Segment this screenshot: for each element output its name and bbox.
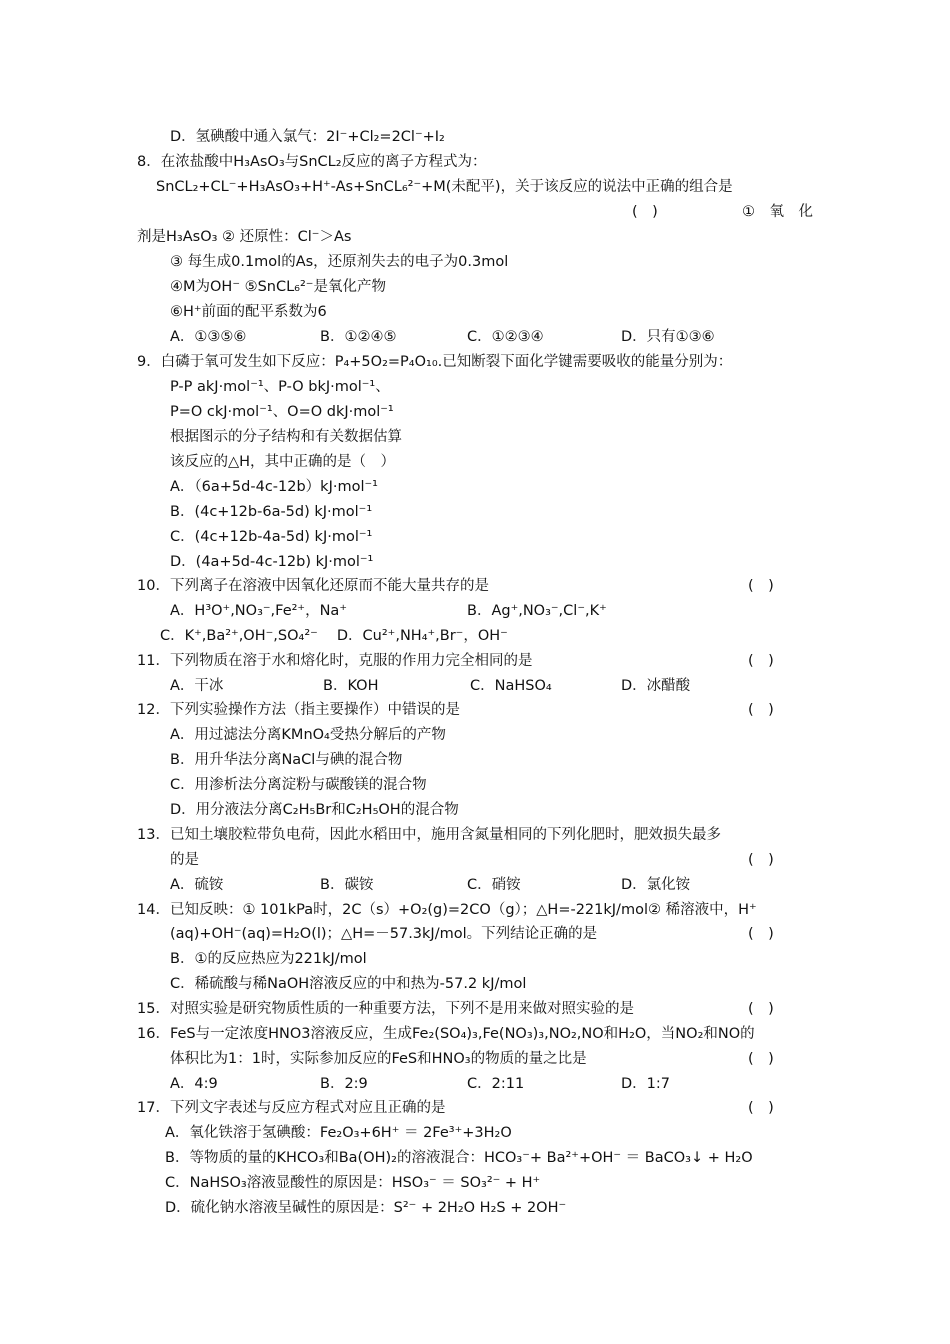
q16-option-d: D．1:7: [621, 1076, 671, 1092]
question-17: 17．下列文字表述与反应方程式对应且正确的是: [137, 1100, 446, 1116]
q16-answer-paren: ( ): [748, 1051, 774, 1067]
q12-answer-paren: ( ): [748, 702, 774, 718]
q10-answer-paren: ( ): [748, 578, 774, 594]
q11-option-b: B．KOH: [323, 678, 379, 694]
q8-option-d: D．只有①③⑥: [621, 329, 715, 345]
question-14-cont: (aq)+OH⁻(aq)=H₂O(l)；△H=－57.3kJ/mol。下列结论正确的是: [170, 926, 598, 942]
question-13-cont: 的是: [170, 852, 199, 868]
q8-equation: SnCL₂+CL⁻+H₃AsO₃+H⁺-As+SnCL₆²⁻+M(未配平)，关于该反应的说法中正确的组合是: [156, 179, 733, 195]
q14-answer-paren: ( ): [748, 926, 774, 942]
q9-option-a: A．（6a+5d-4c-12b）kJ·mol⁻¹: [170, 479, 378, 495]
q15-answer-paren: ( ): [748, 1001, 774, 1017]
q8-option-c: C．①②③④: [467, 329, 544, 345]
question-16-cont: 体积比为1：1时，实际参加反应的FeS和HNO₃的物质的量之比是: [170, 1051, 587, 1067]
question-15: 15．对照实验是研究物质性质的一种重要方法，下列不是用来做对照实验的是: [137, 1001, 634, 1017]
question-9: 9．白磷于氧可发生如下反应：P₄+5O₂=P₄O₁₀.已知断裂下面化学键需要吸收的能量分别为：: [137, 354, 733, 370]
q16-option-c: C．2:11: [467, 1076, 525, 1092]
question-13: 13．已知土壤胶粒带负电荷，因此水稻田中，施用含氮量相同的下列化肥时，肥效损失最多: [137, 827, 721, 843]
q8-statement-2: 剂是H₃AsO₃ ② 还原性：Cl⁻＞As: [137, 229, 352, 245]
q8-option-a: A．①③⑤⑥: [170, 329, 247, 345]
q10-option-b: B．Ag⁺,NO₃⁻,Cl⁻,K⁺: [467, 603, 607, 619]
q8-statement-4-5: ④M为OH⁻ ⑤SnCL₆²⁻是氧化产物: [170, 279, 386, 295]
question-8: 8．在浓盐酸中H₃AsO₃与SnCL₂反应的离子方程式为：: [137, 154, 487, 170]
q17-option-c: C．NaHSO₃溶液显酸性的原因是：HSO₃⁻ ＝ SO₃²⁻ + H⁺: [165, 1175, 541, 1191]
line-q7-option-d: D．氢碘酸中通入氯气：2I⁻+Cl₂=2Cl⁻+I₂: [170, 129, 445, 145]
q11-option-c: C．NaHSO₄: [470, 678, 552, 694]
q17-answer-paren: ( ): [748, 1100, 774, 1116]
q12-option-c: C．用渗析法分离淀粉与碳酸镁的混合物: [170, 777, 427, 793]
q11-option-d: D．冰醋酸: [621, 678, 691, 694]
q17-option-b: B．等物质的量的KHCO₃和Ba(OH)₂的溶液混合：HCO₃⁻+ Ba²⁺+OH⁻ ＝ BaCO₃↓ + H₂O: [165, 1150, 753, 1166]
q9-bond-energy-1: P-P akJ·mol⁻¹、P-O bkJ·mol⁻¹、: [170, 379, 390, 395]
q8-option-b: B．①②④⑤: [320, 329, 397, 345]
q14-option-c: C．稀硫酸与稀NaOH溶液反应的中和热为-57.2 kJ/mol: [170, 976, 527, 992]
q17-option-a: A．氧化铁溶于氢碘酸：Fe₂O₃+6H⁺ ＝ 2Fe³⁺+3H₂O: [165, 1125, 512, 1141]
question-11: 11．下列物质在溶于水和熔化时，克服的作用力完全相同的是: [137, 653, 533, 669]
q9-text-1: 根据图示的分子结构和有关数据估算: [170, 429, 402, 445]
q12-option-a: A．用过滤法分离KMnO₄受热分解后的产物: [170, 727, 446, 743]
question-14: 14．已知反映：① 101kPa时，2C（s）+O₂(g)=2CO（g）；△H=-221kJ/mol② 稀溶液中，H⁺: [137, 902, 757, 918]
q8-statement-6: ⑥H⁺前面的配平系数为6: [170, 304, 327, 320]
q8-statement-1: ① 氧 化: [742, 204, 813, 220]
question-12: 12．下列实验操作方法（指主要操作）中错误的是: [137, 702, 460, 718]
q13-option-c: C．硝铵: [467, 877, 521, 893]
q10-option-a: A．H³O⁺,NO₃⁻,Fe²⁺，Na⁺: [170, 603, 347, 619]
q9-bond-energy-2: P=O ckJ·mol⁻¹、O=O dkJ·mol⁻¹: [170, 404, 394, 420]
q12-option-d: D．用分液法分离C₂H₅Br和C₂H₅OH的混合物: [170, 802, 459, 818]
q16-option-b: B．2:9: [320, 1076, 368, 1092]
question-10: 10．下列离子在溶液中因氧化还原而不能大量共存的是: [137, 578, 489, 594]
q9-option-b: B．(4c+12b-6a-5d) kJ·mol⁻¹: [170, 504, 373, 520]
q13-option-a: A．硫铵: [170, 877, 224, 893]
q13-option-d: D．氯化铵: [621, 877, 691, 893]
q9-option-d: D．(4a+5d-4c-12b) kJ·mol⁻¹: [170, 554, 374, 570]
q11-option-a: A．干冰: [170, 678, 224, 694]
q16-option-a: A．4:9: [170, 1076, 218, 1092]
q9-option-c: C．(4c+12b-4a-5d) kJ·mol⁻¹: [170, 529, 373, 545]
q12-option-b: B．用升华法分离NaCl与碘的混合物: [170, 752, 403, 768]
q13-option-b: B．碳铵: [320, 877, 374, 893]
q11-answer-paren: ( ): [748, 653, 774, 669]
q8-statement-3: ③ 每生成0.1mol的As，还原剂失去的电子为0.3mol: [170, 254, 509, 270]
q8-answer-paren: ( ): [632, 204, 658, 220]
q17-option-d: D．硫化钠水溶液呈碱性的原因是：S²⁻ + 2H₂O H₂S + 2OH⁻: [165, 1200, 567, 1216]
question-16: 16．FeS与一定浓度HNO3溶液反应，生成Fe₂(SO₄)₃,Fe(NO₃)₃,NO₂,NO和H₂O，当NO₂和NO的: [137, 1026, 755, 1042]
q10-option-c-d: C．K⁺,Ba²⁺,OH⁻,SO₄²⁻ D．Cu²⁺,NH₄⁺,Br⁻，OH⁻: [160, 628, 508, 644]
q9-text-2: 该反应的△H，其中正确的是（ ）: [170, 454, 396, 470]
q14-option-b: B．①的反应热应为221kJ/mol: [170, 951, 367, 967]
q13-answer-paren: ( ): [748, 852, 774, 868]
